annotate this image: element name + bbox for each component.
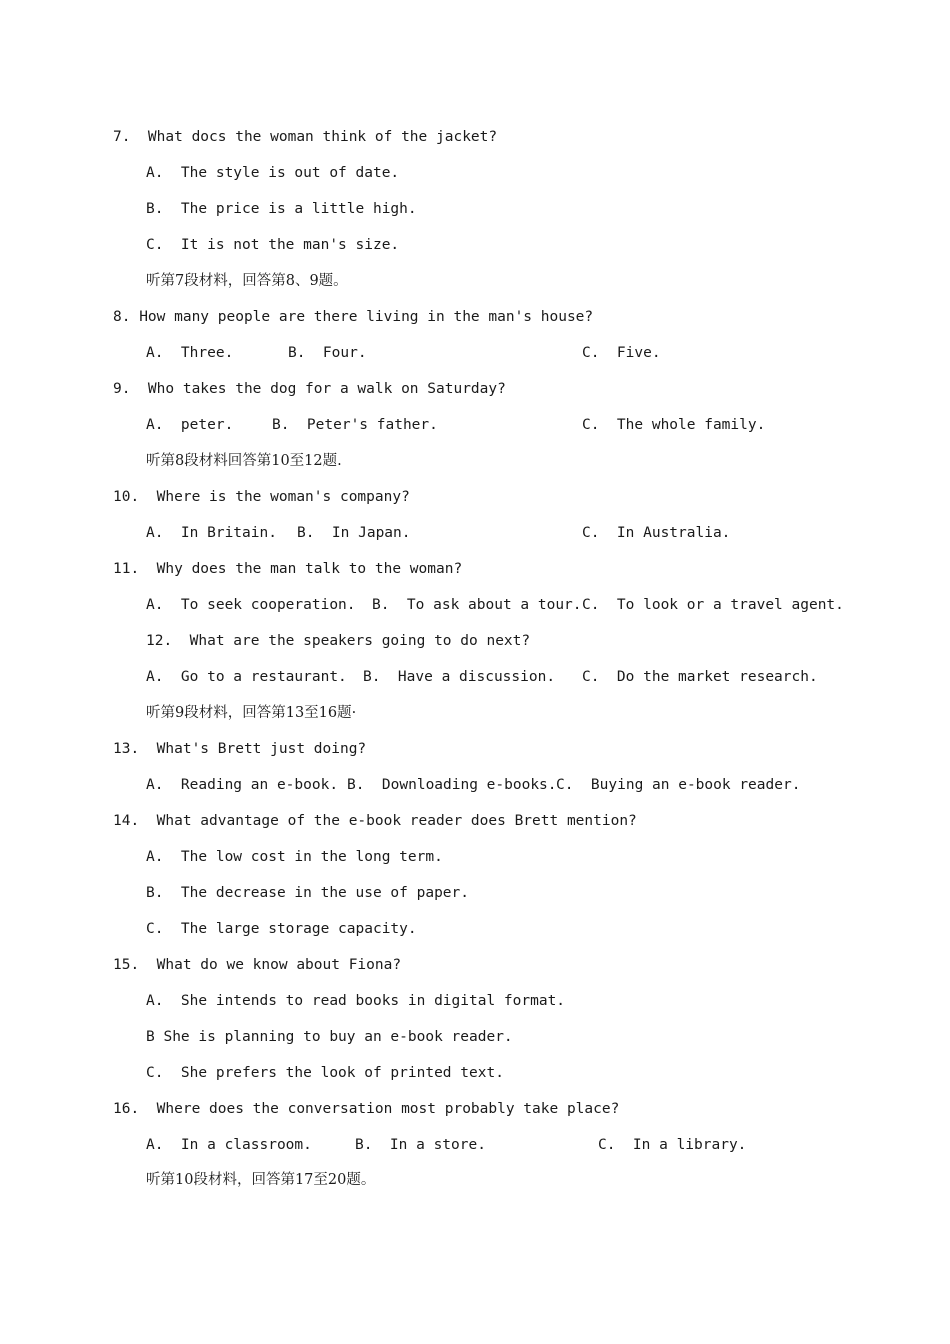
section-instruction-7: 听第7段材料，回答第8、9题。 bbox=[146, 273, 348, 289]
section-instruction-8: 听第8段材料回答第10至12题. bbox=[146, 453, 342, 469]
question-10-option-b: B. In Japan. bbox=[297, 525, 411, 541]
question-16-option-b: B. In a store. bbox=[355, 1137, 486, 1153]
question-9-option-a: A. peter. bbox=[146, 417, 234, 433]
question-9-option-b: B. Peter's father. bbox=[272, 417, 438, 433]
question-12-option-a: A. Go to a restaurant. bbox=[146, 669, 347, 685]
question-8-option-c: C. Five. bbox=[582, 345, 661, 361]
question-15-option-c: C. She prefers the look of printed text. bbox=[146, 1065, 504, 1081]
question-12-option-b: B. Have a discussion. bbox=[363, 669, 556, 685]
question-7: 7. What docs the woman think of the jacket? bbox=[113, 129, 498, 145]
question-14-option-c: C. The large storage capacity. bbox=[146, 921, 417, 937]
question-13-option-c: C. Buying an e-book reader. bbox=[556, 777, 801, 793]
question-9-option-c: C. The whole family. bbox=[582, 417, 766, 433]
question-16-option-c: C. In a library. bbox=[598, 1137, 747, 1153]
question-7-option-b: B. The price is a little high. bbox=[146, 201, 417, 217]
question-14-option-b: B. The decrease in the use of paper. bbox=[146, 885, 470, 901]
question-15-option-a: A. She intends to read books in digital format. bbox=[146, 993, 566, 1009]
question-11: 11. Why does the man talk to the woman? bbox=[113, 561, 463, 577]
question-11-option-c: C. To look or a travel agent. bbox=[582, 597, 844, 613]
question-10: 10. Where is the woman's company? bbox=[113, 489, 410, 505]
question-7-option-a: A. The style is out of date. bbox=[146, 165, 400, 181]
question-16-option-a: A. In a classroom. bbox=[146, 1137, 312, 1153]
question-13-option-b: B. Downloading e-books. bbox=[347, 777, 557, 793]
question-10-options-row bbox=[0, 521, 950, 545]
question-8: 8. How many people are there living in the man's house? bbox=[113, 309, 594, 325]
question-13: 13. What's Brett just doing? bbox=[113, 741, 367, 757]
question-9-options-row bbox=[0, 413, 950, 437]
question-9: 9. Who takes the dog for a walk on Saturday? bbox=[113, 381, 506, 397]
question-8-option-b: B. Four. bbox=[288, 345, 367, 361]
question-13-option-a: A. Reading an e-book. bbox=[146, 777, 339, 793]
question-16-options-row bbox=[0, 1133, 950, 1157]
question-15-option-b: B She is planning to buy an e-book reader. bbox=[146, 1029, 513, 1045]
question-8-options-row bbox=[0, 341, 950, 365]
question-10-option-a: A. In Britain. bbox=[146, 525, 277, 541]
question-8-option-a: A. Three. bbox=[146, 345, 234, 361]
section-instruction-9: 听第9段材料，回答第13至16题· bbox=[146, 705, 357, 721]
question-13-options-row bbox=[0, 773, 950, 797]
question-14-option-a: A. The low cost in the long term. bbox=[146, 849, 443, 865]
section-instruction-10: 听第10段材料，回答第17至20题。 bbox=[146, 1172, 376, 1188]
question-12-option-c: C. Do the market research. bbox=[582, 669, 818, 685]
question-16: 16. Where does the conversation most probably take place? bbox=[113, 1101, 620, 1117]
question-11-option-a: A. To seek cooperation. bbox=[146, 597, 356, 613]
question-11-option-b: B. To ask about a tour. bbox=[372, 597, 582, 613]
question-10-option-c: C. In Australia. bbox=[582, 525, 731, 541]
question-14: 14. What advantage of the e-book reader does Brett mention? bbox=[113, 813, 637, 829]
question-12-options-row bbox=[0, 665, 950, 689]
question-15: 15. What do we know about Fiona? bbox=[113, 957, 402, 973]
question-11-options-row bbox=[0, 593, 950, 617]
question-12: 12. What are the speakers going to do next? bbox=[146, 633, 531, 649]
question-7-option-c: C. It is not the man's size. bbox=[146, 237, 400, 253]
